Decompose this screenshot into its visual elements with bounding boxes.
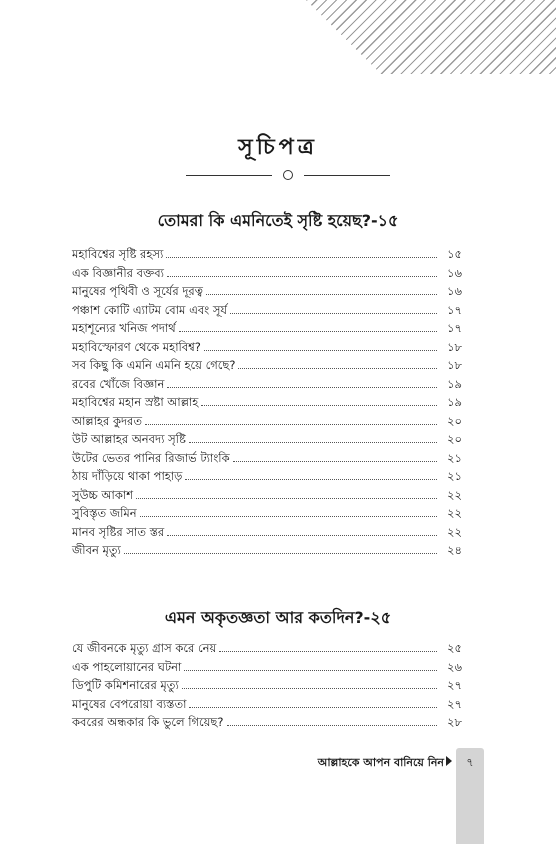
toc-entry[interactable] (72, 357, 462, 376)
toc-entry[interactable] (72, 659, 462, 678)
toc-entry-page: ২৮ (447, 715, 462, 729)
dot-leader (201, 396, 437, 406)
dot-leader (182, 679, 437, 689)
toc-entry-title: মহাশূন্যের খনিজ পদার্থ (72, 321, 176, 335)
toc-entry-title: এক বিজ্ঞানীর বক্তব্য (72, 265, 164, 280)
dot-leader (179, 322, 437, 332)
toc-entry-page: ১৭ (447, 302, 462, 317)
toc-entry-page: ২৪ (447, 543, 462, 557)
toc-entry-title: যে জীবনকে মৃত্যু গ্রাস করে নেয় (72, 641, 217, 655)
toc-entry[interactable] (72, 714, 462, 733)
toc-entry-page: ২০ (447, 432, 462, 446)
toc-entry-page: ২২ (447, 506, 462, 520)
toc-entry[interactable] (72, 431, 462, 450)
toc-entry-page: ২৭ (447, 678, 462, 692)
toc-entry[interactable] (72, 450, 462, 469)
footer-book-title: আল্লাহকে আপন বানিয়ে নিন (317, 756, 444, 769)
dot-leader (145, 415, 437, 425)
toc-entry-title: সুউচ্চ আকাশ (72, 487, 134, 502)
toc-entry[interactable] (72, 320, 462, 339)
toc-entry-title: উটের ভেতর পানির রিজার্ভ ট্যাংকি (72, 450, 230, 465)
toc-section-2 (72, 640, 462, 733)
toc-entry[interactable] (72, 265, 462, 284)
section-heading-2: এমন অকৃতজ্ঞতা আর কতদিন?-২৫ (164, 608, 392, 627)
divider-circle-icon (283, 170, 293, 180)
section-heading-1: তোমরা কি এমনিতেই সৃষ্টি হয়েছ?-১৫ (157, 211, 399, 230)
dot-leader (238, 359, 437, 369)
toc-entry[interactable] (72, 524, 462, 543)
toc-entry-page: ১৮ (447, 358, 462, 372)
decorative-hatch-corner (306, 0, 556, 74)
dot-leader (167, 378, 437, 388)
toc-entry[interactable] (72, 677, 462, 696)
toc-entry-title: মহাবিশ্বের মহান স্রষ্টা আল্লাহ (72, 395, 199, 409)
toc-entry-title: সুবিস্তৃত জমিন (72, 506, 137, 520)
toc-entry[interactable] (72, 468, 462, 487)
dot-leader (189, 433, 437, 443)
toc-entry-page: ১৬ (447, 284, 462, 298)
toc-entry-page: ২১ (447, 450, 462, 465)
dot-leader (124, 544, 437, 554)
dot-leader (230, 304, 437, 314)
dot-leader (167, 526, 437, 536)
toc-entry-page: ২৬ (447, 659, 462, 674)
dot-leader (166, 248, 437, 258)
divider-line-right (304, 175, 390, 176)
page-number: ৭ (466, 756, 474, 769)
toc-entry-page: ২৫ (447, 641, 462, 655)
toc-entry-page: ১৯ (447, 395, 462, 409)
dot-leader (136, 489, 437, 499)
toc-entry-title: কবরের অন্ধকার কি ভুলে গিয়েছ? (72, 715, 224, 729)
toc-entry-title: পঞ্চাশ কোটি এ্যাটম বোম এবং সূর্য (72, 302, 228, 317)
dot-leader (189, 698, 437, 708)
toc-entry-title: এক পাহলোয়ানের ঘটনা (72, 659, 182, 674)
dot-leader (233, 452, 437, 462)
toc-entry-page: ২০ (447, 413, 462, 428)
toc-entry-title: মানুষের বেপরোয়া ব্যস্ততা (72, 696, 187, 711)
toc-entry[interactable] (72, 505, 462, 524)
toc-entry[interactable] (72, 487, 462, 506)
toc-entry-page: ১৯ (447, 376, 462, 391)
toc-entry[interactable] (72, 339, 462, 358)
dot-leader (140, 507, 437, 517)
toc-entry-title: ডিপুটি কমিশনারের মৃত্যু (72, 678, 179, 692)
dot-leader (219, 642, 437, 652)
toc-entry[interactable] (72, 413, 462, 432)
dot-leader (184, 661, 437, 671)
toc-section-1 (72, 246, 462, 561)
toc-entry-page: ২২ (447, 524, 462, 539)
play-arrow-icon (446, 756, 452, 766)
toc-entry[interactable] (72, 640, 462, 659)
toc-entry-page: ১৬ (447, 265, 462, 280)
toc-entry-title: রবের খোঁজে বিজ্ঞান (72, 376, 165, 391)
dot-leader (185, 470, 437, 480)
dot-leader (167, 267, 437, 277)
title-divider-ornament (186, 170, 390, 180)
toc-entry[interactable] (72, 302, 462, 321)
dot-leader (206, 285, 437, 295)
toc-entry[interactable] (72, 376, 462, 395)
toc-entry[interactable] (72, 542, 462, 561)
toc-entry-title: উট আল্লাহর অনবদ্য সৃষ্টি (72, 432, 186, 446)
toc-entry-title: মানব সৃষ্টির সাত স্তর (72, 524, 165, 539)
toc-entry[interactable] (72, 246, 462, 265)
toc-entry-title: ঠায় দাঁড়িয়ে থাকা পাহাড় (72, 469, 183, 483)
toc-entry-title: মহাবিশ্বের সৃষ্টি রহস্য (72, 247, 164, 261)
toc-entry-page: ১৫ (447, 247, 462, 261)
dot-leader (204, 341, 437, 351)
toc-entry-page: ১৮ (447, 339, 462, 354)
toc-entry-title: আল্লাহর কুদরত (72, 413, 142, 428)
toc-entry[interactable] (72, 283, 462, 302)
dot-leader (227, 716, 437, 726)
toc-entry[interactable] (72, 696, 462, 715)
toc-entry-page: ২৭ (447, 696, 462, 711)
toc-entry-page: ১৭ (447, 321, 462, 335)
toc-entry-page: ২২ (447, 487, 462, 502)
divider-line-left (186, 175, 272, 176)
toc-entry-title: সব কিছু কি এমনি এমনি হয়ে গেছে? (72, 358, 236, 372)
toc-entry[interactable] (72, 394, 462, 413)
toc-entry-page: ২১ (447, 469, 462, 483)
toc-entry-title: মহাবিস্ফোরণ থেকে মহাবিশ্ব? (72, 339, 201, 354)
toc-entry-title: মানুষের পৃথিবী ও সূর্যের দূরত্ব (72, 284, 203, 298)
page-title: সূচিপত্র (238, 135, 318, 160)
toc-entry-title: জীবন মৃত্যু (72, 543, 121, 557)
